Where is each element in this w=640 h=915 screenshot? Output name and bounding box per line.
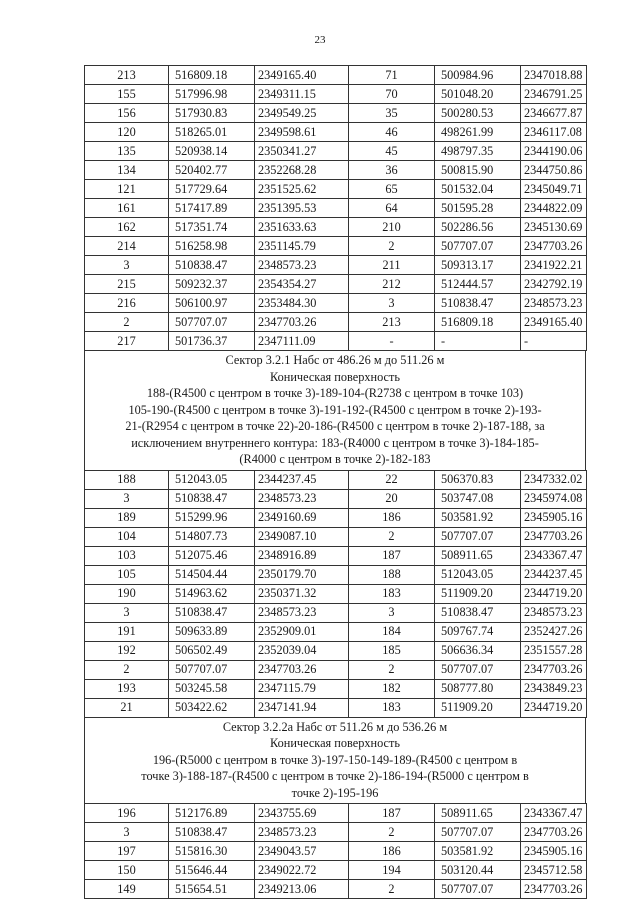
- coordinate-cell: 507707.07: [435, 237, 521, 256]
- table-row: [85, 104, 587, 123]
- point-number-cell: 188: [85, 470, 169, 489]
- coordinate-cell: 2347018.88: [521, 66, 587, 85]
- point-number-cell: 213: [349, 313, 435, 332]
- point-number-cell: 3: [85, 256, 169, 275]
- coordinate-cell: 506100.97: [169, 294, 255, 313]
- coordinates-table-sector-3-2-2a: [84, 803, 587, 899]
- point-number-cell: 2: [349, 237, 435, 256]
- point-number-cell: 211: [349, 256, 435, 275]
- coordinate-cell: 514504.44: [169, 565, 255, 584]
- point-number-cell: 214: [85, 237, 169, 256]
- table-row: [85, 622, 587, 641]
- table-row: [85, 294, 587, 313]
- coordinate-cell: 515654.51: [169, 880, 255, 899]
- coordinate-cell: 2343849.23: [521, 679, 587, 698]
- coordinate-cell: 517729.64: [169, 180, 255, 199]
- coordinate-cell: 2351525.62: [255, 180, 349, 199]
- coordinate-cell: 507707.07: [435, 880, 521, 899]
- coordinate-cell: 515646.44: [169, 861, 255, 880]
- point-number-cell: 22: [349, 470, 435, 489]
- point-number-cell: 2: [349, 880, 435, 899]
- table-row: [85, 823, 587, 842]
- coordinate-cell: 518265.01: [169, 123, 255, 142]
- coordinate-cell: 2344190.06: [521, 142, 587, 161]
- point-number-cell: 3: [349, 294, 435, 313]
- point-number-cell: 156: [85, 104, 169, 123]
- point-number-cell: 2: [349, 823, 435, 842]
- point-number-cell: 194: [349, 861, 435, 880]
- coordinate-cell: 2345049.71: [521, 180, 587, 199]
- description-line: точке 3)-188-187-(R4500 с центром в точке 2)-186-194-(R5000 с центром в: [141, 769, 529, 783]
- point-number-cell: 187: [349, 546, 435, 565]
- point-number-cell: 20: [349, 489, 435, 508]
- coordinate-cell: 2344237.45: [255, 470, 349, 489]
- point-number-cell: 3: [85, 603, 169, 622]
- coordinate-cell: 2348573.23: [521, 294, 587, 313]
- coordinate-cell: 2347141.94: [255, 698, 349, 717]
- point-number-cell: 188: [349, 565, 435, 584]
- coordinate-cell: 2347703.26: [521, 527, 587, 546]
- point-number-cell: 103: [85, 546, 169, 565]
- point-number-cell: 135: [85, 142, 169, 161]
- description-line: 196-(R5000 с центром в точке 3)-197-150-149-189-(R4500 с центром в: [152, 752, 518, 767]
- table-row: [85, 508, 587, 527]
- coordinate-cell: 2347111.09: [255, 332, 349, 351]
- section-description: [89, 752, 581, 802]
- point-number-cell: 186: [349, 842, 435, 861]
- table-row: [85, 180, 587, 199]
- point-number-cell: 3: [85, 823, 169, 842]
- coordinate-cell: 2346117.08: [521, 123, 587, 142]
- coordinate-cell: 512043.05: [435, 565, 521, 584]
- point-number-cell: 36: [349, 161, 435, 180]
- coordinate-cell: 503245.58: [169, 679, 255, 698]
- point-number-cell: 149: [85, 880, 169, 899]
- point-number-cell: 120: [85, 123, 169, 142]
- section-title: Сектор 3.2.1 Набс от 486.26 м до 511.26 м: [225, 353, 445, 367]
- coordinate-cell: 2348573.23: [255, 823, 349, 842]
- coordinate-cell: 507707.07: [435, 527, 521, 546]
- coordinate-cell: 510838.47: [169, 256, 255, 275]
- description-line: 21-(R2954 с центром в точке 22)-20-186-(R4500 с центром в точке 2)-187-188, за: [125, 419, 545, 433]
- coordinate-cell: 500280.53: [435, 104, 521, 123]
- coordinate-cell: 510838.47: [169, 823, 255, 842]
- coordinate-cell: 501048.20: [435, 85, 521, 104]
- coordinate-cell: 2346677.87: [521, 104, 587, 123]
- coordinate-cell: 500815.90: [435, 161, 521, 180]
- point-number-cell: 21: [85, 698, 169, 717]
- coordinate-cell: 2345712.58: [521, 861, 587, 880]
- coordinate-cell: -: [435, 332, 521, 351]
- table-row: [85, 880, 587, 899]
- coordinate-cell: 508911.65: [435, 546, 521, 565]
- coordinate-cell: 501532.04: [435, 180, 521, 199]
- page-number: 23: [314, 34, 326, 46]
- point-number-cell: 46: [349, 123, 435, 142]
- point-number-cell: 65: [349, 180, 435, 199]
- table-row: [85, 679, 587, 698]
- sector-3-2-2a-block: [84, 718, 586, 804]
- coordinate-cell: 498797.35: [435, 142, 521, 161]
- point-number-cell: 105: [85, 565, 169, 584]
- coordinate-cell: 517930.83: [169, 104, 255, 123]
- coordinate-cell: 502286.56: [435, 218, 521, 237]
- coordinate-cell: 515816.30: [169, 842, 255, 861]
- coordinate-cell: 514807.73: [169, 527, 255, 546]
- table-row: [85, 142, 587, 161]
- coordinate-cell: 2345130.69: [521, 218, 587, 237]
- point-number-cell: 35: [349, 104, 435, 123]
- coordinate-cell: 500984.96: [435, 66, 521, 85]
- coordinate-cell: 510838.47: [435, 603, 521, 622]
- coordinate-cell: 2346791.25: [521, 85, 587, 104]
- coordinate-cell: 2344719.20: [521, 698, 587, 717]
- coordinate-cell: 2351633.63: [255, 218, 349, 237]
- table-row: [85, 256, 587, 275]
- point-number-cell: 155: [85, 85, 169, 104]
- coordinate-cell: 2345905.16: [521, 842, 587, 861]
- coordinate-cell: 515299.96: [169, 508, 255, 527]
- coordinate-cell: 2352268.28: [255, 161, 349, 180]
- description-line: 105-190-(R4500 с центром в точке 3)-191-192-(R4500 с центром в точке 2)-193-: [128, 402, 542, 417]
- table-row: [85, 218, 587, 237]
- coordinate-cell: 520402.77: [169, 161, 255, 180]
- coordinate-cell: 2348573.23: [255, 603, 349, 622]
- coordinate-cell: 508911.65: [435, 804, 521, 823]
- coordinate-cell: 2350179.70: [255, 565, 349, 584]
- table-row: [85, 313, 587, 332]
- coordinate-cell: 508777.80: [435, 679, 521, 698]
- coordinate-cell: 520938.14: [169, 142, 255, 161]
- coordinate-cell: 2349549.25: [255, 104, 349, 123]
- coordinate-cell: 2354354.27: [255, 275, 349, 294]
- point-number-cell: 183: [349, 584, 435, 603]
- point-number-cell: 64: [349, 199, 435, 218]
- point-number-cell: 104: [85, 527, 169, 546]
- point-number-cell: 2: [85, 313, 169, 332]
- coordinate-cell: 2349022.72: [255, 861, 349, 880]
- coordinate-cell: 2349165.40: [521, 313, 587, 332]
- coordinate-cell: 2349087.10: [255, 527, 349, 546]
- coordinate-cell: 2347703.26: [521, 880, 587, 899]
- coordinate-cell: 512075.46: [169, 546, 255, 565]
- description-line: (R4000 с центром в точке 2)-182-183: [239, 452, 431, 466]
- coordinate-cell: 503422.62: [169, 698, 255, 717]
- coordinate-cell: 507707.07: [169, 313, 255, 332]
- table-row: [85, 123, 587, 142]
- coordinate-cell: 2344719.20: [521, 584, 587, 603]
- coordinate-cell: 510838.47: [435, 294, 521, 313]
- point-number-cell: 215: [85, 275, 169, 294]
- section-title: Сектор 3.2.2а Набс от 511.26 м до 536.26 м: [222, 719, 448, 734]
- point-number-cell: 212: [349, 275, 435, 294]
- coordinate-cell: 2343367.47: [521, 546, 587, 565]
- coordinate-cell: 510838.47: [169, 489, 255, 508]
- point-number-cell: 2: [85, 660, 169, 679]
- coordinate-cell: 2347703.26: [521, 237, 587, 256]
- coordinate-cell: 514963.62: [169, 584, 255, 603]
- coordinate-cell: 2349165.40: [255, 66, 349, 85]
- coordinate-cell: 2352039.04: [255, 641, 349, 660]
- coordinate-cell: 2347703.26: [521, 660, 587, 679]
- coordinate-cell: 503581.92: [435, 842, 521, 861]
- coordinate-cell: 2353484.30: [255, 294, 349, 313]
- coordinate-cell: 2341922.21: [521, 256, 587, 275]
- surface-type: Коническая поверхность: [270, 736, 400, 750]
- description-line: 188-(R4500 с центром в точке 3)-189-104-(R2738 с центром в точке 103): [146, 386, 524, 400]
- coordinate-cell: 2347703.26: [521, 823, 587, 842]
- description-line: точке 2)-195-196: [291, 785, 379, 800]
- coordinate-cell: 2349598.61: [255, 123, 349, 142]
- table-row: [85, 161, 587, 180]
- table-row: [85, 199, 587, 218]
- coordinates-table-top: [84, 65, 587, 351]
- table-row: [85, 527, 587, 546]
- coordinate-cell: 511909.20: [435, 698, 521, 717]
- coordinate-cell: 511909.20: [435, 584, 521, 603]
- coordinate-cell: 2344822.09: [521, 199, 587, 218]
- point-number-cell: 217: [85, 332, 169, 351]
- coordinate-cell: 2348573.23: [255, 256, 349, 275]
- coordinate-cell: 2350341.27: [255, 142, 349, 161]
- point-number-cell: -: [349, 332, 435, 351]
- coordinate-cell: 509232.37: [169, 275, 255, 294]
- coordinate-cell: 2351557.28: [521, 641, 587, 660]
- coordinates-sheet: [84, 65, 586, 899]
- coordinate-cell: 2343755.69: [255, 804, 349, 823]
- coordinate-cell: 509313.17: [435, 256, 521, 275]
- coordinate-cell: 2348573.23: [255, 489, 349, 508]
- table-row: [85, 85, 587, 104]
- point-number-cell: 185: [349, 641, 435, 660]
- point-number-cell: 193: [85, 679, 169, 698]
- coordinate-cell: 2349311.15: [255, 85, 349, 104]
- coordinate-cell: 2347115.79: [255, 679, 349, 698]
- table-row: [85, 861, 587, 880]
- coordinate-cell: 2347332.02: [521, 470, 587, 489]
- coordinate-cell: 2344750.86: [521, 161, 587, 180]
- point-number-cell: 186: [349, 508, 435, 527]
- coordinate-cell: 506502.49: [169, 641, 255, 660]
- table-row: [85, 660, 587, 679]
- coordinate-cell: 503581.92: [435, 508, 521, 527]
- point-number-cell: 3: [349, 603, 435, 622]
- coordinate-cell: 506370.83: [435, 470, 521, 489]
- coordinate-cell: 498261.99: [435, 123, 521, 142]
- coordinate-cell: 2348916.89: [255, 546, 349, 565]
- table-row: [85, 332, 587, 351]
- table-row: [85, 584, 587, 603]
- point-number-cell: 182: [349, 679, 435, 698]
- point-number-cell: 213: [85, 66, 169, 85]
- point-number-cell: 134: [85, 161, 169, 180]
- point-number-cell: 70: [349, 85, 435, 104]
- table-row: [85, 842, 587, 861]
- description-line: исключением внутреннего контура: 183-(R4000 с центром в точке 3)-184-185-: [131, 435, 539, 450]
- coordinate-cell: 2349213.06: [255, 880, 349, 899]
- point-number-cell: 190: [85, 584, 169, 603]
- point-number-cell: 150: [85, 861, 169, 880]
- coordinate-cell: 509767.74: [435, 622, 521, 641]
- coordinate-cell: 2348573.23: [521, 603, 587, 622]
- coordinate-cell: 517417.89: [169, 199, 255, 218]
- coordinate-cell: 2347703.26: [255, 313, 349, 332]
- coordinate-cell: 510838.47: [169, 603, 255, 622]
- table-row: [85, 546, 587, 565]
- point-number-cell: 184: [349, 622, 435, 641]
- coordinate-cell: 2347703.26: [255, 660, 349, 679]
- coordinate-cell: 512043.05: [169, 470, 255, 489]
- coordinates-table-sector-3-2-1: [84, 470, 587, 718]
- coordinate-cell: 516809.18: [169, 66, 255, 85]
- coordinate-cell: 512176.89: [169, 804, 255, 823]
- table-row: [85, 603, 587, 622]
- table-row: [85, 565, 587, 584]
- coordinate-cell: 507707.07: [435, 660, 521, 679]
- coordinate-cell: 2350371.32: [255, 584, 349, 603]
- coordinate-cell: 2351395.53: [255, 199, 349, 218]
- coordinate-cell: 517996.98: [169, 85, 255, 104]
- coordinate-cell: 2351145.79: [255, 237, 349, 256]
- coordinate-cell: 2343367.47: [521, 804, 587, 823]
- coordinate-cell: 501595.28: [435, 199, 521, 218]
- point-number-cell: 71: [349, 66, 435, 85]
- point-number-cell: 191: [85, 622, 169, 641]
- surface-type: Коническая поверхность: [270, 369, 400, 384]
- coordinate-cell: 2352427.26: [521, 622, 587, 641]
- table-row: [85, 641, 587, 660]
- coordinate-cell: -: [521, 332, 587, 351]
- table-row: [85, 698, 587, 717]
- coordinate-cell: 512444.57: [435, 275, 521, 294]
- coordinate-cell: 507707.07: [435, 823, 521, 842]
- coordinate-cell: 503747.08: [435, 489, 521, 508]
- table-row: [85, 489, 587, 508]
- point-number-cell: 197: [85, 842, 169, 861]
- point-number-cell: 187: [349, 804, 435, 823]
- point-number-cell: 2: [349, 527, 435, 546]
- point-number-cell: 2: [349, 660, 435, 679]
- coordinate-cell: 503120.44: [435, 861, 521, 880]
- coordinate-cell: 2345974.08: [521, 489, 587, 508]
- coordinate-cell: 517351.74: [169, 218, 255, 237]
- table-row: [85, 66, 587, 85]
- point-number-cell: 210: [349, 218, 435, 237]
- coordinate-cell: 516809.18: [435, 313, 521, 332]
- coordinate-cell: 2349160.69: [255, 508, 349, 527]
- table-row: [85, 237, 587, 256]
- coordinate-cell: 516258.98: [169, 237, 255, 256]
- coordinate-cell: 2344237.45: [521, 565, 587, 584]
- point-number-cell: 121: [85, 180, 169, 199]
- point-number-cell: 3: [85, 489, 169, 508]
- point-number-cell: 162: [85, 218, 169, 237]
- point-number-cell: 189: [85, 508, 169, 527]
- point-number-cell: 183: [349, 698, 435, 717]
- coordinate-cell: 509633.89: [169, 622, 255, 641]
- coordinate-cell: 506636.34: [435, 641, 521, 660]
- coordinate-cell: 2349043.57: [255, 842, 349, 861]
- coordinate-cell: 2342792.19: [521, 275, 587, 294]
- table-row: [85, 275, 587, 294]
- coordinate-cell: 2345905.16: [521, 508, 587, 527]
- table-row: [85, 470, 587, 489]
- point-number-cell: 216: [85, 294, 169, 313]
- point-number-cell: 45: [349, 142, 435, 161]
- point-number-cell: 192: [85, 641, 169, 660]
- sector-3-2-1-block: [84, 351, 586, 470]
- point-number-cell: 161: [85, 199, 169, 218]
- point-number-cell: 196: [85, 804, 169, 823]
- section-description: [89, 385, 581, 468]
- coordinate-cell: 2352909.01: [255, 622, 349, 641]
- coordinate-cell: 507707.07: [169, 660, 255, 679]
- table-row: [85, 804, 587, 823]
- coordinate-cell: 501736.37: [169, 332, 255, 351]
